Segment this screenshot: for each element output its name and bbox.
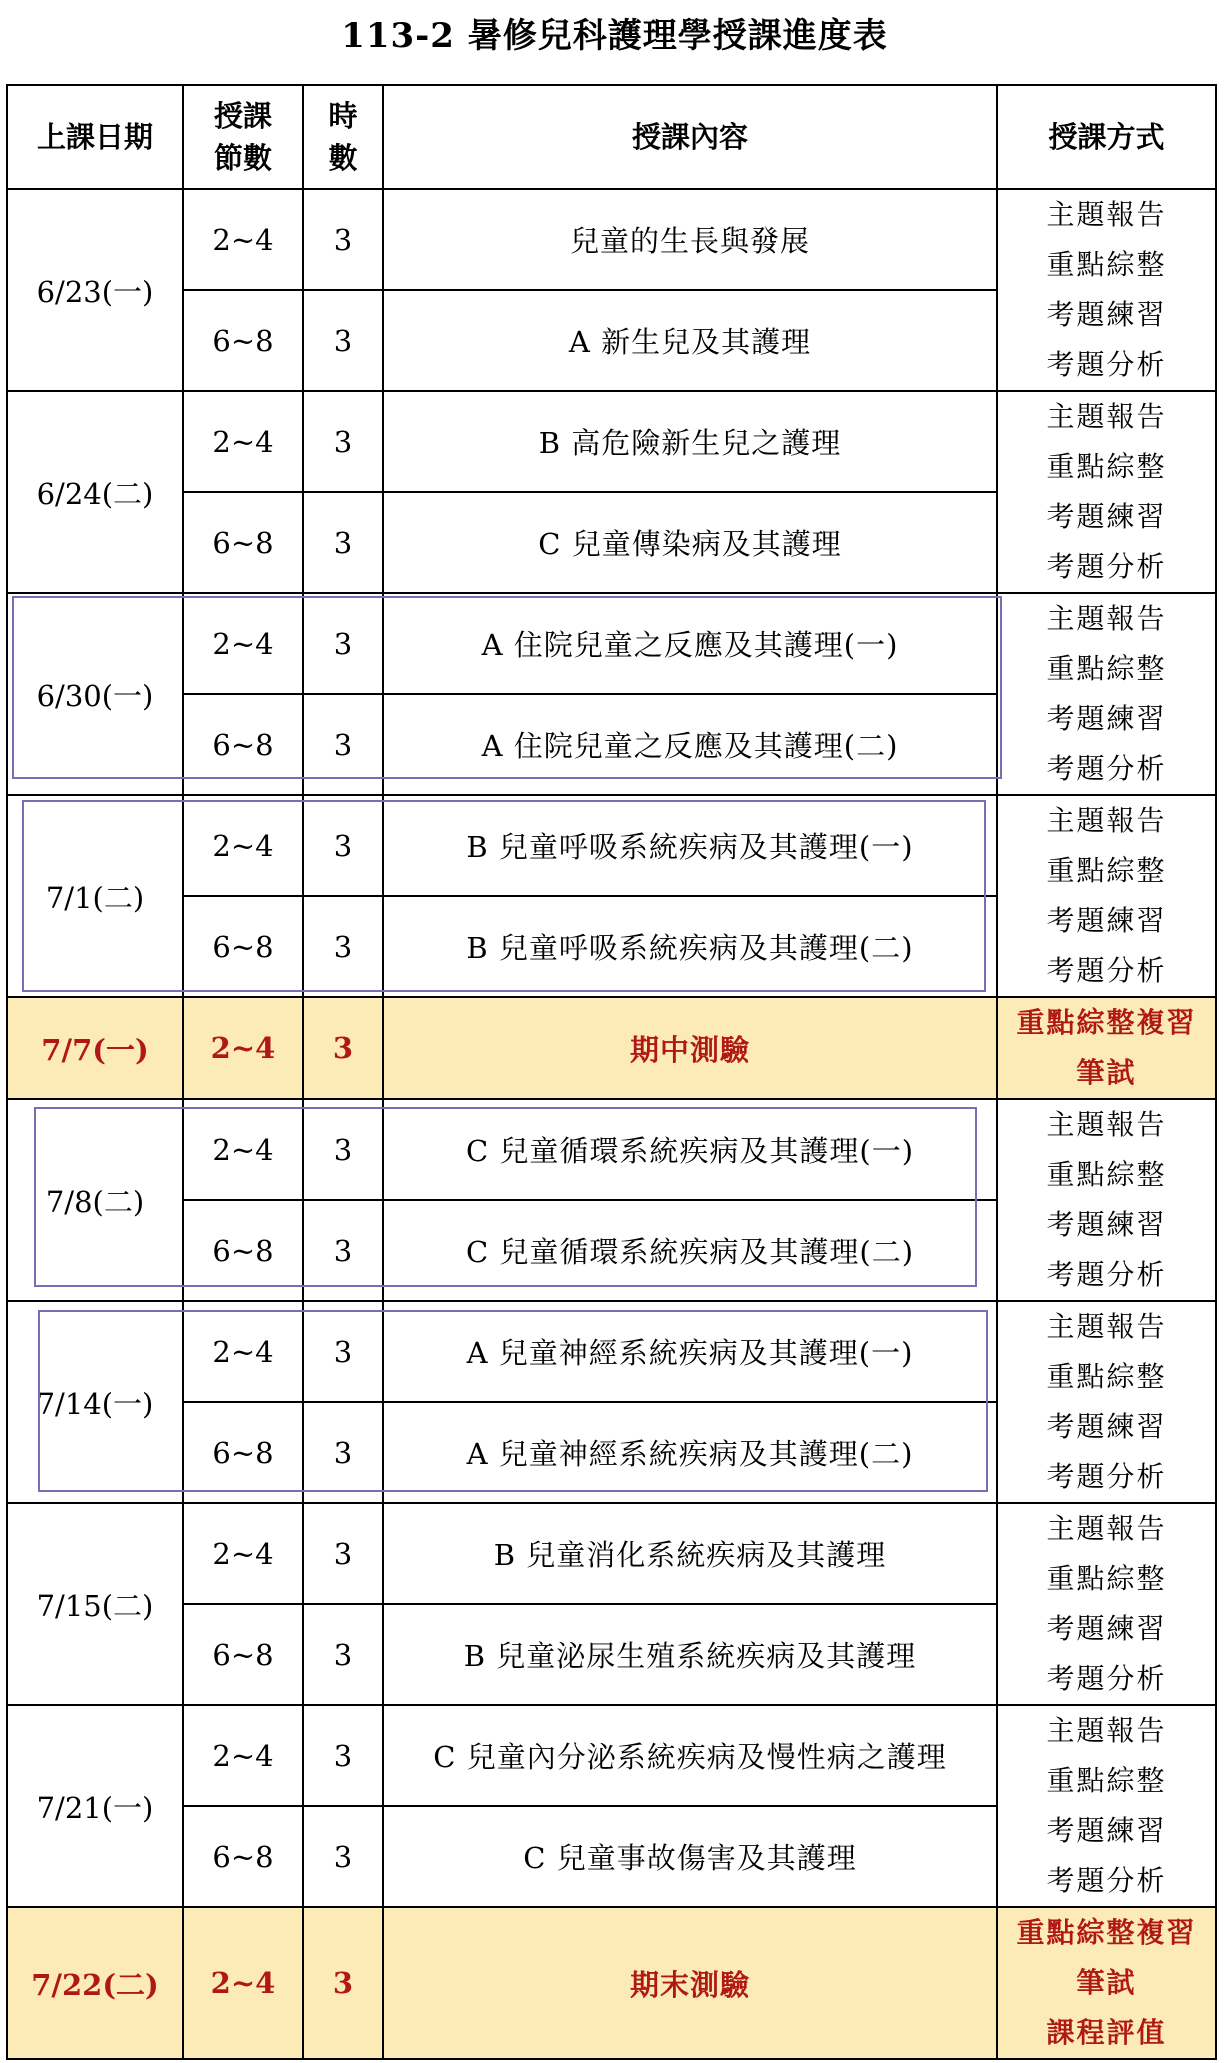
method-item: 考題分析: [1046, 752, 1167, 785]
sessions-cell: 6~8: [183, 896, 303, 997]
method-item: 考題練習: [1046, 1814, 1167, 1847]
method-item: 主題報告: [1046, 198, 1167, 231]
method-item: 主題報告: [1046, 804, 1167, 837]
session-row: [7, 1705, 1216, 1806]
method-cell: [997, 1503, 1216, 1705]
method-item: 考題分析: [1046, 1662, 1167, 1695]
sessions-cell: 6~8: [183, 290, 303, 391]
sessions-cell: 6~8: [183, 1200, 303, 1301]
content-cell: 期中測驗: [383, 997, 997, 1099]
method-item: 筆試: [1076, 1056, 1137, 1089]
sessions-cell: 6~8: [183, 492, 303, 593]
method-item: 主題報告: [1046, 602, 1167, 635]
method-item: 重點綜整: [1046, 1562, 1167, 1595]
method-cell: [997, 795, 1216, 997]
method-item: 重點綜整: [1046, 1360, 1167, 1393]
method-item: 考題分析: [1046, 954, 1167, 987]
sessions-cell: 6~8: [183, 1806, 303, 1907]
hours-cell: 3: [303, 1503, 383, 1604]
method-cell: [997, 593, 1216, 795]
hours-cell: 3: [303, 1099, 383, 1200]
hours-cell: 3: [303, 896, 383, 997]
session-row: [7, 189, 1216, 290]
sessions-cell: 2~4: [183, 795, 303, 896]
sessions-cell: 2~4: [183, 391, 303, 492]
method-item: 考題練習: [1046, 702, 1167, 735]
exam-row: [7, 1907, 1216, 2059]
method-cell: [997, 1907, 1216, 2059]
hours-cell: 3: [303, 290, 383, 391]
date-cell: 7/1(二): [7, 795, 183, 997]
hours-cell: 3: [303, 492, 383, 593]
content-cell: B 兒童消化系統疾病及其護理: [383, 1503, 997, 1604]
content-cell: C 兒童內分泌系統疾病及慢性病之護理: [383, 1705, 997, 1806]
sessions-cell: 2~4: [183, 1301, 303, 1402]
header-hours: [303, 85, 383, 189]
schedule-table: [6, 84, 1217, 2060]
hours-cell: 3: [303, 1301, 383, 1402]
sessions-cell: 2~4: [183, 1705, 303, 1806]
date-cell: 7/22(二): [7, 1907, 183, 2059]
sessions-cell: 6~8: [183, 1402, 303, 1503]
hours-cell: 3: [303, 1604, 383, 1705]
header-date: 上課日期: [7, 85, 183, 189]
method-item: 主題報告: [1046, 1512, 1167, 1545]
hours-cell: 3: [303, 997, 383, 1099]
sessions-cell: 2~4: [183, 1099, 303, 1200]
sessions-cell: 2~4: [183, 189, 303, 290]
content-cell: A 兒童神經系統疾病及其護理(一): [383, 1301, 997, 1402]
method-item: 重點綜整: [1046, 248, 1167, 281]
highlight-box-7-1: [22, 800, 986, 992]
date-cell: 7/14(一): [7, 1301, 183, 1503]
date-cell: 6/30(一): [7, 593, 183, 795]
method-item: 考題練習: [1046, 1410, 1167, 1443]
sessions-cell: 6~8: [183, 1604, 303, 1705]
highlight-box-6-30: [12, 596, 1002, 779]
sessions-cell: 2~4: [183, 997, 303, 1099]
content-cell: C 兒童循環系統疾病及其護理(一): [383, 1099, 997, 1200]
header-hours-line1: 時: [328, 99, 358, 133]
content-cell: A 新生兒及其護理: [383, 290, 997, 391]
content-cell: B 高危險新生兒之護理: [383, 391, 997, 492]
method-item: 考題練習: [1046, 904, 1167, 937]
method-item: 重點綜整複習: [1016, 1006, 1197, 1039]
header-sessions-line2: 節數: [213, 141, 272, 175]
date-cell: 7/7(一): [7, 997, 183, 1099]
method-item: 考題分析: [1046, 550, 1167, 583]
header-row: [7, 85, 1216, 189]
hours-cell: 3: [303, 1402, 383, 1503]
session-row: [7, 1503, 1216, 1604]
hours-cell: 3: [303, 1806, 383, 1907]
content-cell: C 兒童事故傷害及其護理: [383, 1806, 997, 1907]
method-cell: [997, 997, 1216, 1099]
date-cell: 6/24(二): [7, 391, 183, 593]
method-item: 主題報告: [1046, 1714, 1167, 1747]
date-cell: 6/23(一): [7, 189, 183, 391]
method-item: 主題報告: [1046, 1108, 1167, 1141]
session-row: [7, 391, 1216, 492]
method-item: 重點綜整: [1046, 450, 1167, 483]
sessions-cell: 2~4: [183, 593, 303, 694]
method-item: 考題分析: [1046, 348, 1167, 381]
hours-cell: 3: [303, 1705, 383, 1806]
method-cell: [997, 189, 1216, 391]
content-cell: A 住院兒童之反應及其護理(二): [383, 694, 997, 795]
method-item: 考題練習: [1046, 1612, 1167, 1645]
date-cell: 7/21(一): [7, 1705, 183, 1907]
sessions-cell: 2~4: [183, 1907, 303, 2059]
method-cell: [997, 391, 1216, 593]
content-cell: A 住院兒童之反應及其護理(一): [383, 593, 997, 694]
method-item: 筆試: [1076, 1966, 1137, 1999]
method-item: 考題分析: [1046, 1258, 1167, 1291]
hours-cell: 3: [303, 694, 383, 795]
method-item: 課程評值: [1046, 2016, 1167, 2049]
content-cell: C 兒童循環系統疾病及其護理(二): [383, 1200, 997, 1301]
hours-cell: 3: [303, 1907, 383, 2059]
method-item: 重點綜整: [1046, 854, 1167, 887]
highlight-box-7-8: [34, 1107, 977, 1287]
method-cell: [997, 1705, 1216, 1907]
content-cell: B 兒童呼吸系統疾病及其護理(二): [383, 896, 997, 997]
date-cell: 7/15(二): [7, 1503, 183, 1705]
header-method: 授課方式: [997, 85, 1216, 189]
header-hours-line2: 數: [328, 141, 358, 175]
highlight-box-7-14: [38, 1310, 988, 1492]
content-cell: 期末測驗: [383, 1907, 997, 2059]
hours-cell: 3: [303, 593, 383, 694]
content-cell: 兒童的生長與發展: [383, 189, 997, 290]
header-sessions-line1: 授課: [213, 99, 272, 133]
exam-row: [7, 997, 1216, 1099]
method-cell: [997, 1301, 1216, 1503]
content-cell: B 兒童泌尿生殖系統疾病及其護理: [383, 1604, 997, 1705]
method-item: 考題練習: [1046, 298, 1167, 331]
method-item: 重點綜整複習: [1016, 1916, 1197, 1949]
method-item: 考題練習: [1046, 500, 1167, 533]
hours-cell: 3: [303, 391, 383, 492]
method-item: 重點綜整: [1046, 1158, 1167, 1191]
method-item: 考題練習: [1046, 1208, 1167, 1241]
method-cell: [997, 1099, 1216, 1301]
hours-cell: 3: [303, 189, 383, 290]
method-item: 重點綜整: [1046, 652, 1167, 685]
sessions-cell: 6~8: [183, 694, 303, 795]
header-content: 授課內容: [383, 85, 997, 189]
sessions-cell: 2~4: [183, 1503, 303, 1604]
method-item: 主題報告: [1046, 400, 1167, 433]
content-cell: C 兒童傳染病及其護理: [383, 492, 997, 593]
hours-cell: 3: [303, 795, 383, 896]
method-item: 考題分析: [1046, 1864, 1167, 1897]
method-item: 主題報告: [1046, 1310, 1167, 1343]
page-title: 113-2 暑修兒科護理學授課進度表: [341, 16, 888, 56]
content-cell: A 兒童神經系統疾病及其護理(二): [383, 1402, 997, 1503]
method-item: 重點綜整: [1046, 1764, 1167, 1797]
date-cell: 7/8(二): [7, 1099, 183, 1301]
content-cell: B 兒童呼吸系統疾病及其護理(一): [383, 795, 997, 896]
hours-cell: 3: [303, 1200, 383, 1301]
method-item: 考題分析: [1046, 1460, 1167, 1493]
header-sessions: [183, 85, 303, 189]
